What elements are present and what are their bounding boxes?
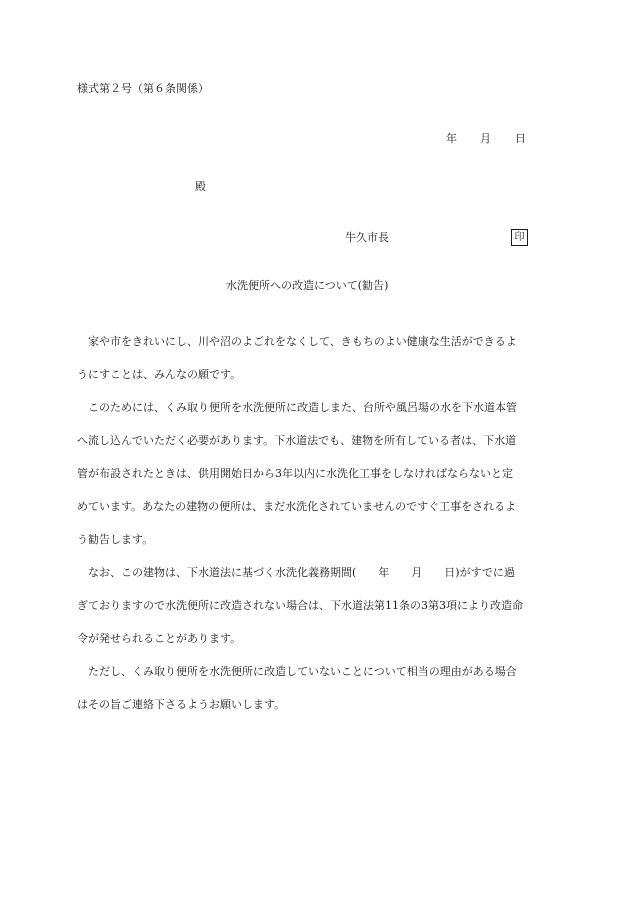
body-line: 家や市をきれいにし、川や沼のよごれをなくして、きもちのよい健康な生活ができるよ [88,335,517,348]
body-line: 管が布設されたときは、供用開始日から3年以内に水洗化工事をしなければならないと定 [77,467,513,480]
seal-box: 印 [511,229,528,246]
issuer-name: 牛久市長 [345,231,389,244]
body-line: 令が発せられることがあります。 [77,632,242,645]
body-line: うにすことは、みんなの願です。 [77,368,242,381]
body-line: ぎておりますので水洗便所に改造されない場合は、下水道法第11条の3第3項により改造命 [77,599,523,612]
body-line: なお、この建物は、下水道法に基づく水洗化義務期間( 年 月 日)がすでに過 [88,566,515,579]
addressee-suffix: 殿 [195,180,206,193]
body-line: ただし、くみ取り便所を水洗便所に改造していないことについて相当の理由がある場合 [88,665,517,678]
body-line: めています。あなたの建物の便所は、まだ水洗化されていませんのですぐ工事をされるよ [77,500,517,513]
date-year-label: 年 [446,132,457,145]
body-line: はその旨ご連絡下さるようお願いします。 [77,698,286,711]
body-line: へ流し込んでいただく必要があります。下水道法でも、建物を所有している者は、下水道 [77,434,517,447]
body-line: う勧告します。 [77,533,154,546]
form-number: 様式第２号（第６条関係） [77,82,209,95]
date-day-label: 日 [515,132,526,145]
document-body [77,335,552,731]
date-month-label: 月 [480,132,491,145]
document-title: 水洗便所への改造について(勧告) [226,279,389,292]
body-line: このためには、くみ取り便所を水洗便所に改造しまた、台所や風呂場の水を下水道本管 [88,401,517,414]
